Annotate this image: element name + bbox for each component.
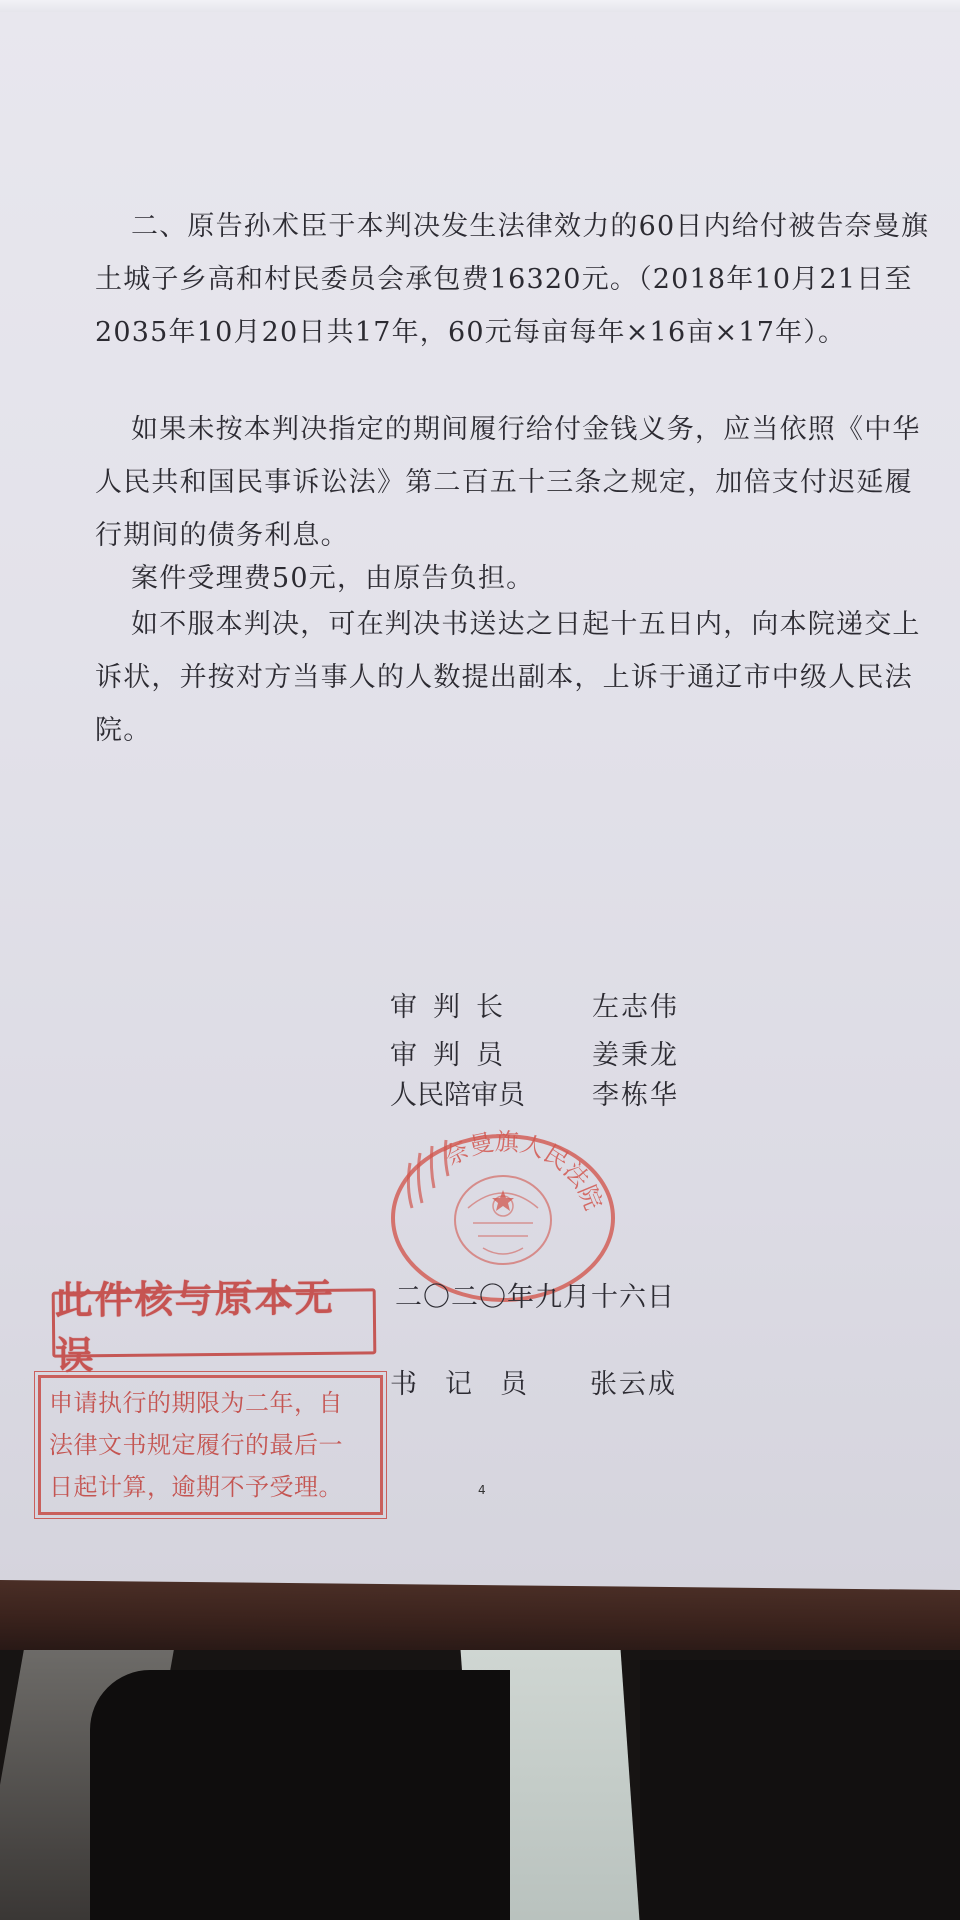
paragraph-interest: 如果未按本判决指定的期间履行给付金钱义务，应当依照《中华人民共和国民事诉讼法》第二百五十三条之规定，加倍支付迟延履行期间的债务利息。 xyxy=(95,414,921,551)
page-number: 4 xyxy=(478,1483,486,1497)
copy-verified-stamp: 此件核与原本无误 xyxy=(52,1288,377,1357)
signature-row-chief-judge xyxy=(0,985,960,1025)
clerk-name: 张云成 xyxy=(590,1369,677,1400)
notice-line: 日起计算，逾期不予受理。 xyxy=(49,1473,343,1501)
court-seal xyxy=(388,1108,618,1303)
signature-name: 左志伟 xyxy=(592,992,679,1023)
paragraph-fee: 案件受理费50元，由原告负担。 xyxy=(131,563,535,594)
clerk-title: 书记员 xyxy=(390,1369,555,1400)
signature-name: 李栋华 xyxy=(592,1080,679,1111)
seal-text: 奈曼旗人民法院 xyxy=(439,1127,608,1214)
notice-line: 申请执行的期限为二年，自 xyxy=(49,1389,343,1417)
signature-row-judge xyxy=(0,1033,960,1073)
execution-deadline-notice-stamp xyxy=(38,1375,383,1515)
notice-line: 法律文书规定履行的最后一 xyxy=(49,1431,343,1459)
signature-title: 人民陪审员 xyxy=(390,1080,525,1111)
judgment-date: 二〇二〇年九月十六日 xyxy=(395,1282,675,1313)
signature-title: 审判长 xyxy=(390,992,519,1023)
signature-name: 姜秉龙 xyxy=(592,1040,679,1071)
background-cloth xyxy=(90,1670,510,1920)
background-cloth xyxy=(640,1660,960,1920)
signature-row-assessor xyxy=(0,1073,960,1113)
page-top-edge xyxy=(0,0,960,12)
paragraph-appeal: 如不服本判决，可在判决书送达之日起十五日内，向本院递交上诉状，并按对方当事人的人数提出副本，上诉于通辽市中级人民法院。 xyxy=(95,609,921,746)
paragraph-payment: 二、原告孙术臣于本判决发生法律效力的60日内给付被告奈曼旗土城子乡高和村民委员会承包费16320元。（2018年10月21日至2035年10月20日共17年，60元每亩每年×16亩×17年）。 xyxy=(95,211,930,348)
signature-title: 审判员 xyxy=(390,1040,519,1071)
